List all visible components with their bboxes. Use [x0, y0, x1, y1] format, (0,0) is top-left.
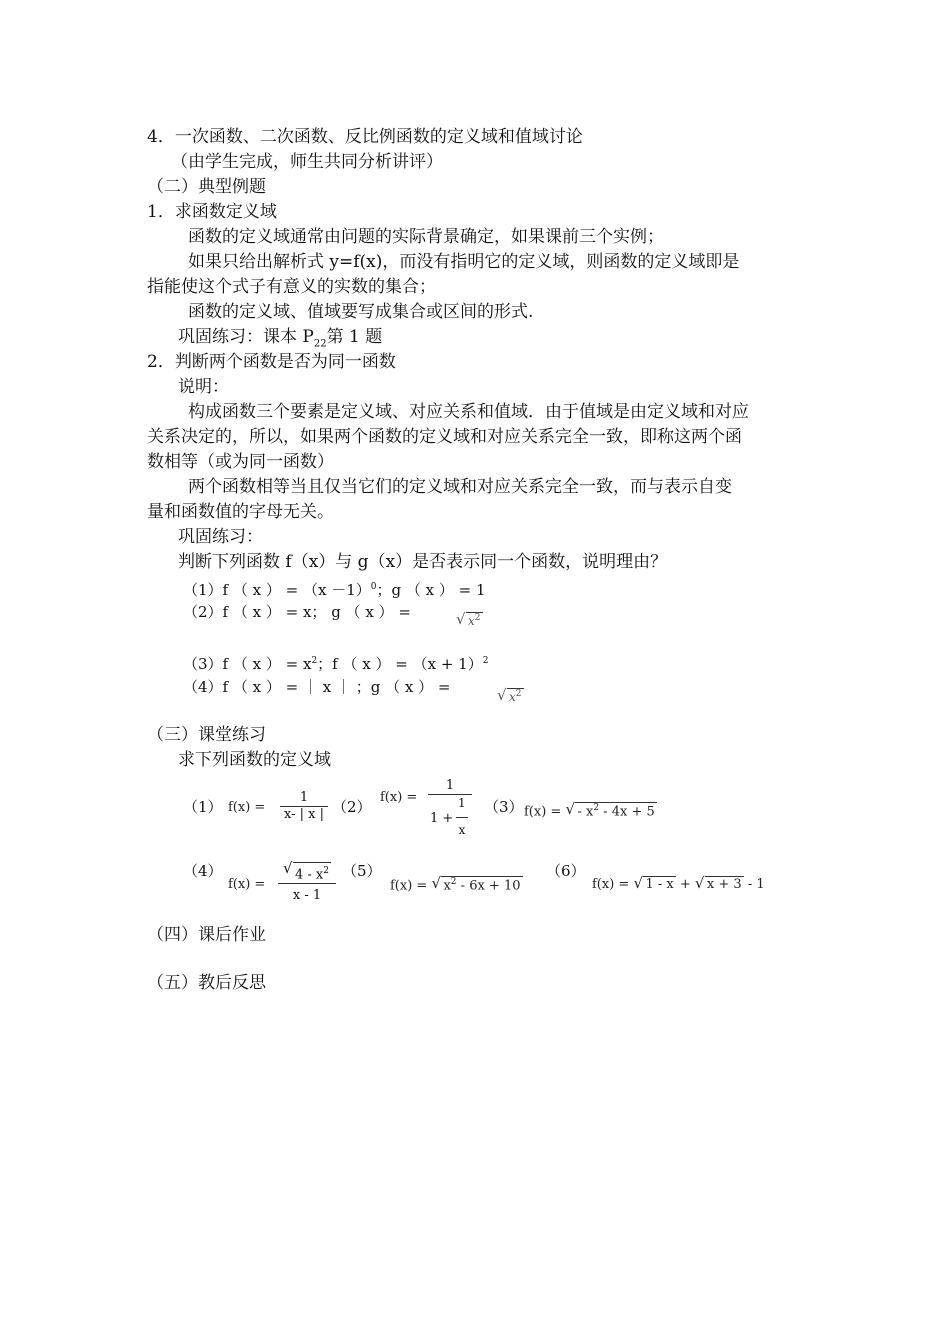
- paragraph-line: 关系决定的，所以，如果两个函数的定义域和对应关系完全一致，即称这两个函: [147, 427, 742, 447]
- exercise-1-label: （1）: [183, 798, 223, 816]
- radicand-rest: - 4x + 5: [599, 804, 655, 820]
- exercise-6-expr: [592, 876, 765, 892]
- radicand-exponent: 2: [593, 803, 600, 813]
- question-2: （2）f （ x ） = x； g （ x ） =: [183, 603, 411, 621]
- line-4-heading: 4．一次函数、二次函数、反比例函数的定义域和值域讨论: [147, 127, 583, 147]
- question-1: [183, 576, 486, 601]
- fx-label: f(x) =: [524, 804, 562, 820]
- item-1-heading: 1．求函数定义域: [147, 202, 277, 222]
- denominator: x- | x |: [280, 806, 328, 823]
- sqrt-x-exponent: 2: [515, 689, 522, 699]
- paragraph-line: 函数的定义域、值域要写成集合或区间的形式.: [188, 302, 534, 322]
- q3-part-b: ；f （ x ） = （x + 1）: [317, 655, 483, 673]
- sqrt-x2-expr: [456, 612, 483, 628]
- radicand-2: x + 3: [706, 877, 742, 892]
- q3-part-a: （3）f （ x ） = x: [183, 655, 312, 673]
- radicand-1: 1 - x: [645, 877, 674, 892]
- numerator: 1: [445, 778, 455, 793]
- exercise-4-label: （4）: [183, 862, 223, 880]
- minus-one: - 1: [747, 877, 765, 892]
- item-2-heading: 2．判断两个函数是否为同一函数: [147, 352, 396, 372]
- denominator: x - 1: [278, 883, 336, 904]
- radicand-exponent: 2: [323, 866, 329, 876]
- exercise-4-fraction: [278, 862, 336, 904]
- question-3: [183, 650, 488, 675]
- paragraph-line: 两个函数相等当且仅当它们的定义域和对应关系完全一致，而与表示自变: [188, 477, 732, 497]
- q3-exponent: 2: [311, 656, 318, 666]
- practice-label: 巩固练习：: [178, 527, 263, 547]
- radicand-exponent: 2: [450, 877, 457, 887]
- exercise-5-label: （5）: [342, 862, 382, 880]
- line-student-complete: （由学生完成，师生共同分析讲评）: [171, 152, 443, 172]
- explanation-label: 说明：: [178, 377, 229, 397]
- exercise-2-fx: f(x) =: [380, 790, 418, 805]
- paragraph-line: 函数的定义域通常由问题的实际背景确定，如果课前三个实例；: [188, 227, 664, 247]
- denominator-left: 1 +: [430, 811, 454, 826]
- radicand-start: - x: [577, 804, 594, 820]
- exercise-3-expr: [524, 802, 657, 819]
- exercise-6-label: （6）: [546, 862, 586, 880]
- paragraph-line: 量和函数值的字母无关。: [147, 502, 334, 522]
- numerator: 1: [299, 790, 309, 805]
- exercise-5-expr: [390, 876, 523, 893]
- exercise-2-label: （2）: [332, 798, 372, 816]
- radicand-rest: - 6x + 10: [456, 878, 521, 894]
- paragraph-line: 构成函数三个要素是定义域、对应关系和值域．由于值域是由定义域和对应: [188, 402, 749, 422]
- section-3-heading: （三）课堂练习: [147, 725, 266, 745]
- complex-denominator: [428, 794, 472, 841]
- practice-text-2: 第 1 题: [326, 327, 383, 347]
- exercise-4-fx: f(x) =: [228, 877, 266, 892]
- inner-denominator: x: [456, 817, 468, 838]
- question-4: （4）f （ x ） = ｜ x ｜ ；g （ x ） =: [183, 678, 451, 696]
- q1-exponent: 0: [370, 582, 377, 592]
- plus-sign: +: [679, 877, 691, 892]
- fx-label: f(x) =: [390, 878, 428, 894]
- sqrt-x2-expr: [497, 688, 524, 704]
- paragraph-line: 数相等（或为同一函数）: [147, 452, 334, 472]
- section-2-heading: （二）典型例题: [147, 177, 266, 197]
- numerator: [278, 862, 336, 883]
- exercise-1-fx: f(x) =: [228, 800, 266, 815]
- question-prompt: 判断下列函数 f（x）与 g（x）是否表示同一个函数，说明理由？: [178, 552, 668, 572]
- radicand-start: x: [443, 878, 451, 894]
- sqrt-x: x: [509, 690, 516, 704]
- q1-part-b: ；g （ x ） = 1: [376, 581, 486, 599]
- exercise-2-fraction: [428, 778, 472, 841]
- paragraph-line: 如果只给出解析式 y=f(x)，而没有指明它的定义域，则函数的定义域即是: [188, 252, 740, 272]
- exercise-3-label: （3）: [484, 798, 524, 816]
- radicand: 4 - x: [295, 867, 324, 883]
- domain-prompt: 求下列函数的定义域: [178, 750, 331, 770]
- exercise-1-fraction: [280, 790, 328, 823]
- fx-label: f(x) =: [592, 877, 630, 892]
- q3-exponent-2: 2: [482, 656, 489, 666]
- paragraph-line: 指能使这个式子有意义的实数的集合；: [147, 277, 436, 297]
- sqrt-x: x: [468, 614, 475, 628]
- practice-text: 巩固练习：课本 P: [178, 327, 314, 347]
- section-4-heading: （四）课后作业: [147, 925, 266, 945]
- practice-subscript: 22: [313, 338, 327, 350]
- section-5-heading: （五）教后反思: [147, 973, 266, 993]
- inner-numerator: 1: [458, 796, 466, 810]
- q1-part-a: （1）f （ x ） = （x －1）: [183, 581, 371, 599]
- sqrt-x-exponent: 2: [474, 613, 481, 623]
